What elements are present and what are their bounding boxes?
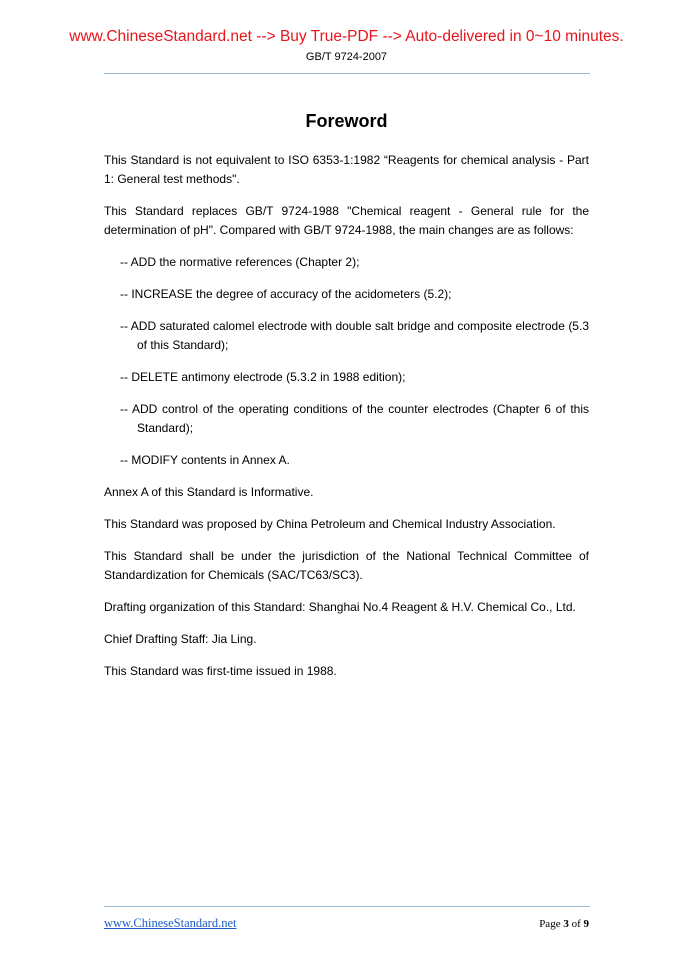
paragraph-replacement: This Standard replaces GB/T 9724-1988 "Chemical reagent - General rule for the determination of pH". Compared with GB/T 9724-1988, the main changes are as follows: (104, 204, 589, 237)
page-of-label: of (571, 918, 581, 930)
page-title: Foreword (305, 111, 388, 131)
paragraph-drafting-org: Drafting organization of this Standard: Shanghai No.4 Reagent & H.V. Chemical Co., Ltd. (104, 600, 576, 614)
page-total: 9 (583, 918, 589, 930)
change-item: -- ADD saturated calomel electrode with double salt bridge and composite electrode (5.3 of this Standard); (120, 319, 589, 352)
change-item: -- ADD the normative references (Chapter 2); (120, 255, 360, 269)
page-label: Page (539, 918, 561, 930)
change-item: -- MODIFY contents in Annex A. (120, 453, 290, 467)
foreword-body (104, 151, 589, 694)
standard-code: GB/T 9724-2007 (305, 51, 388, 63)
promo-banner[interactable]: www.ChineseStandard.net --> Buy True-PDF --> Auto-delivered in 0~10 minutes. (69, 28, 624, 45)
paragraph-jurisdiction: This Standard shall be under the jurisdiction of the National Technical Committee of Standardization for Chemicals (SAC/TC63/SC3). (104, 549, 589, 582)
paragraph-annex: Annex A of this Standard is Informative. (104, 485, 314, 499)
paragraph-first-issued: This Standard was first-time issued in 1988. (104, 664, 337, 678)
change-item: -- DELETE antimony electrode (5.3.2 in 1988 edition); (120, 370, 406, 384)
page-current: 3 (563, 918, 569, 930)
paragraph-proposed-by: This Standard was proposed by China Petroleum and Chemical Industry Association. (104, 517, 556, 531)
footer-divider (104, 906, 590, 907)
paragraph-drafting-staff: Chief Drafting Staff: Jia Ling. (104, 632, 257, 646)
change-item: -- ADD control of the operating conditions of the counter electrodes (Chapter 6 of this Standard); (120, 402, 589, 435)
page-number (539, 918, 589, 930)
paragraph-equivalence: This Standard is not equivalent to ISO 6353-1:1982 “Reagents for chemical analysis - Part 1: General test methods". (104, 153, 589, 186)
footer-website-link[interactable]: www.ChineseStandard.net (104, 916, 237, 930)
change-item: -- INCREASE the degree of accuracy of the acidometers (5.2); (120, 287, 452, 301)
header-divider (104, 73, 590, 74)
